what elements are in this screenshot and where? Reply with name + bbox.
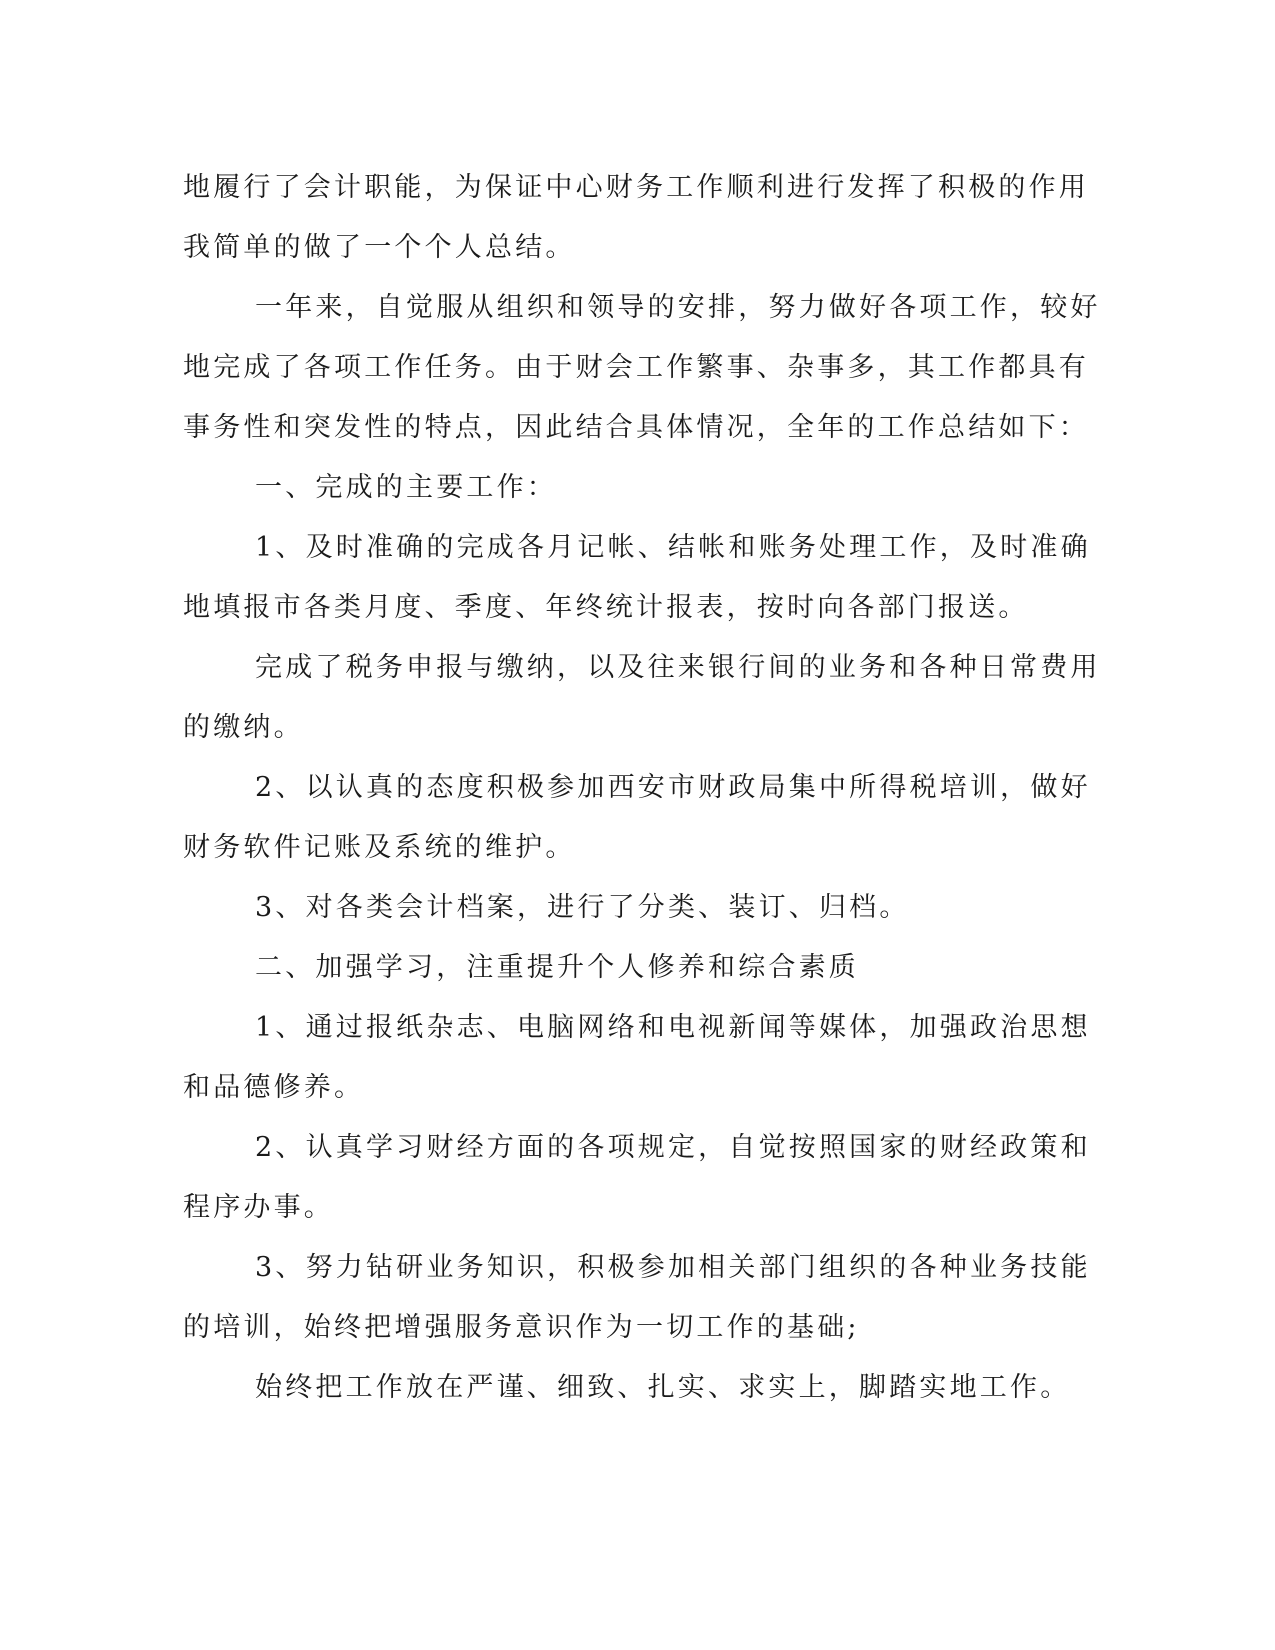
text-line: 一年来，自觉服从组织和领导的安排，努力做好各项工作，较好 bbox=[255, 292, 1101, 323]
text-line: 和品德修养。 bbox=[183, 1072, 365, 1103]
text-line: 1、通过报纸杂志、电脑网络和电视新闻等媒体，加强政治思想 bbox=[255, 1012, 1091, 1043]
text-line: 的培训，始终把增强服务意识作为一切工作的基础; bbox=[183, 1312, 860, 1343]
text-line: 二、加强学习，注重提升个人修养和综合素质 bbox=[255, 952, 859, 983]
text-line: 财务软件记账及系统的维护。 bbox=[183, 832, 576, 863]
text-line: 2、认真学习财经方面的各项规定，自觉按照国家的财经政策和 bbox=[255, 1132, 1091, 1163]
text-line: 3、努力钻研业务知识，积极参加相关部门组织的各种业务技能 bbox=[255, 1252, 1091, 1283]
text-line: 3、对各类会计档案，进行了分类、装订、归档。 bbox=[255, 892, 910, 923]
text-line: 我简单的做了一个个人总结。 bbox=[183, 232, 576, 263]
text-line: 2、以认真的态度积极参加西安市财政局集中所得税培训，做好 bbox=[255, 772, 1091, 803]
text-line: 完成了税务申报与缴纳，以及往来银行间的业务和各种日常费用 bbox=[255, 652, 1101, 683]
text-line: 地填报市各类月度、季度、年终统计报表，按时向各部门报送。 bbox=[183, 592, 1029, 623]
text-line: 1、及时准确的完成各月记帐、结帐和账务处理工作，及时准确 bbox=[255, 532, 1091, 563]
text-line: 始终把工作放在严谨、细致、扎实、求实上，脚踏实地工作。 bbox=[255, 1372, 1071, 1403]
text-line: 地完成了各项工作任务。由于财会工作繁事、杂事多，其工作都具有 bbox=[183, 352, 1089, 383]
document-body bbox=[183, 158, 1101, 1418]
text-line: 事务性和突发性的特点，因此结合具体情况，全年的工作总结如下： bbox=[183, 412, 1089, 443]
text-line: 一、完成的主要工作： bbox=[255, 472, 557, 503]
text-line: 程序办事。 bbox=[183, 1192, 334, 1223]
text-line: 的缴纳。 bbox=[183, 712, 304, 743]
text-line: 地履行了会计职能，为保证中心财务工作顺利进行发挥了积极的作用 bbox=[183, 172, 1089, 203]
